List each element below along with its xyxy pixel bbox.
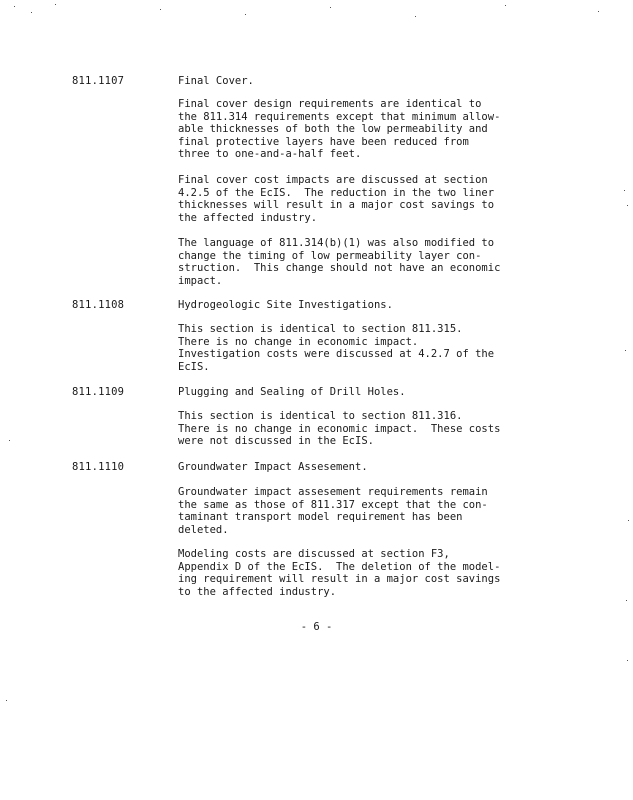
section-number: 811.1110 [72,461,125,473]
section-title: Groundwater Impact Assesement. [178,461,368,473]
paragraph: This section is identical to section 811.316. There is no change in economic impact. These costs were not discussed in the EcIS. [178,410,501,448]
section-title: Final Cover. [178,75,254,87]
paragraph: The language of 811.314(b)(1) was also modified to change the timing of low permeability layer con- struction. This change should not have an economic impact. [178,237,501,287]
section-title: Plugging and Sealing of Drill Holes. [178,386,406,398]
paragraph: Modeling costs are discussed at section F3, Appendix D of the EcIS. The deletion of the model- ing requirement will result in a major cost savings to the affected industry. [178,548,501,598]
page-number: - 6 - [300,621,333,633]
paragraph: Final cover design requirements are identical to the 811.314 requirements except that minimum allow- able thicknesses of both the low permeability and final protective layers have been reduced from three to one-and-a-half feet. [178,98,501,161]
section-number: 811.1108 [72,299,125,311]
paragraph: Groundwater impact assesement requirements remain the same as those of 811.317 except that the con- taminant transport model requirement has been deleted. [178,486,488,536]
section-number: 811.1107 [72,75,125,87]
section-number: 811.1109 [72,386,125,398]
paragraph: This section is identical to section 811.315. There is no change in economic impact. Investigation costs were discussed at 4.2.7 of the EcIS. [178,323,495,373]
paragraph: Final cover cost impacts are discussed at section 4.2.5 of the EcIS. The reduction in the two liner thicknesses will result in a major cost savings to the affected industry. [178,174,495,224]
section-title: Hydrogeologic Site Investigations. [178,299,393,311]
